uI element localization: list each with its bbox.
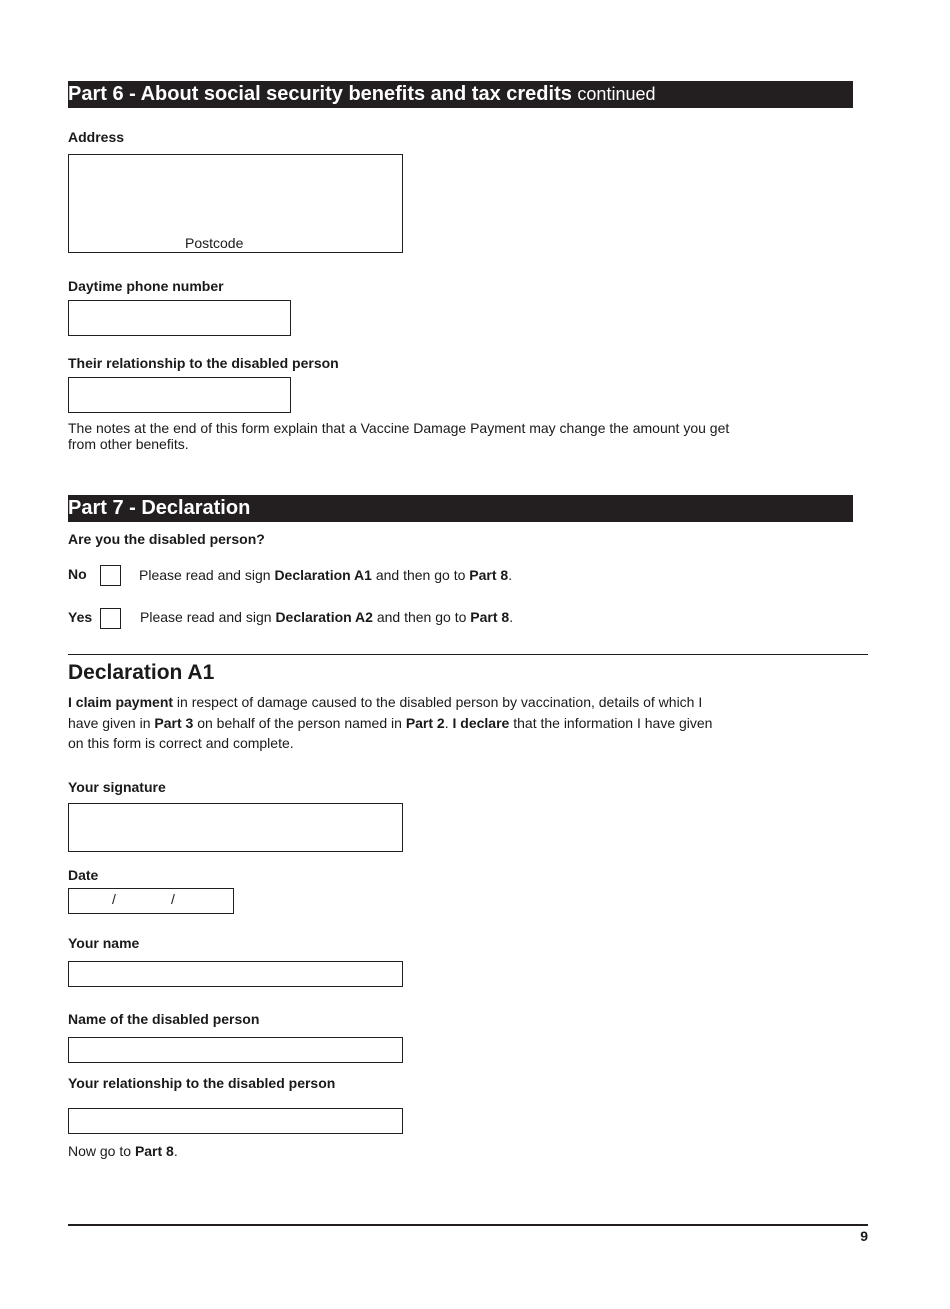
- date-separator-2: /: [171, 891, 175, 907]
- signature-label: Your signature: [68, 779, 166, 795]
- option-no-checkbox[interactable]: [100, 565, 121, 586]
- signature-field[interactable]: [68, 803, 403, 852]
- postcode-label: Postcode: [185, 235, 244, 251]
- footer-rule: [68, 1224, 868, 1226]
- i-declare-bold: I declare: [452, 714, 510, 731]
- declaration-a1-text: [68, 692, 712, 754]
- benefits-note-line1: The notes at the end of this form explain that a Vaccine Damage Payment may change the amount you get: [68, 420, 730, 436]
- declaration-text-4: .: [444, 714, 453, 731]
- part2-bold: Part 2: [405, 714, 445, 731]
- phone-label: Daytime phone number: [68, 278, 224, 294]
- option-no-end: .: [508, 567, 513, 583]
- address-label: Address: [68, 129, 125, 145]
- declaration-text-2: have given in: [68, 714, 155, 731]
- now-go-part: Part 8: [134, 1143, 174, 1159]
- option-yes-part: Part 8: [470, 609, 510, 625]
- option-yes-mid: and then go to: [372, 609, 471, 625]
- part7-header: [68, 495, 853, 522]
- option-yes-instruction: [140, 609, 513, 625]
- declaration-text-5: that the information I have given: [509, 714, 713, 731]
- option-yes-end: .: [509, 609, 514, 625]
- your-relationship-label: Your relationship to the disabled person: [68, 1075, 336, 1091]
- benefits-note-line2: from other benefits.: [68, 436, 189, 452]
- option-yes-declaration: Declaration A2: [275, 609, 373, 625]
- disabled-question: Are you the disabled person?: [68, 531, 265, 547]
- now-go-to-part8: [68, 1143, 178, 1159]
- their-relationship-field[interactable]: [68, 377, 291, 413]
- option-no-declaration: Declaration A1: [274, 567, 372, 583]
- option-yes-checkbox[interactable]: [100, 608, 121, 629]
- option-no-pre: Please read and sign: [139, 567, 275, 583]
- disabled-name-label: Name of the disabled person: [68, 1011, 260, 1027]
- your-name-label: Your name: [68, 935, 140, 951]
- their-relationship-label: Their relationship to the disabled person: [68, 355, 339, 371]
- address-field[interactable]: [68, 154, 403, 253]
- your-name-field[interactable]: [68, 961, 403, 987]
- now-go-end: .: [173, 1143, 178, 1159]
- declaration-text-3: on behalf of the person named in: [193, 714, 406, 731]
- now-go-pre: Now go to: [68, 1143, 135, 1159]
- option-yes-pre: Please read and sign: [140, 609, 276, 625]
- disabled-name-field[interactable]: [68, 1037, 403, 1063]
- declaration-text-6: on this form is correct and complete.: [68, 735, 294, 751]
- claim-payment-bold: I claim payment: [68, 694, 174, 710]
- part7-title: Part 7 - Declaration: [68, 497, 251, 519]
- option-no-instruction: [139, 567, 512, 583]
- option-no-mid: and then go to: [371, 567, 470, 583]
- declaration-text-1: in respect of damage caused to the disabled person by vaccination, details of which I: [173, 694, 703, 710]
- part6-title: Part 6 - About social security benefits and tax credits: [68, 83, 572, 105]
- page-number: 9: [860, 1228, 868, 1244]
- your-relationship-field[interactable]: [68, 1108, 403, 1134]
- date-field[interactable]: [68, 888, 234, 914]
- option-no-part: Part 8: [469, 567, 509, 583]
- part6-header: [68, 81, 853, 108]
- date-separator-1: /: [112, 891, 116, 907]
- phone-field[interactable]: [68, 300, 291, 336]
- option-yes-label: Yes: [68, 609, 93, 625]
- section-divider: [68, 654, 868, 655]
- part3-bold: Part 3: [154, 714, 194, 731]
- benefits-note: [68, 420, 729, 452]
- part6-title-suffix: continued: [577, 84, 656, 104]
- option-no-label: No: [68, 566, 87, 582]
- declaration-a1-heading: Declaration A1: [68, 661, 215, 684]
- date-label: Date: [68, 867, 99, 883]
